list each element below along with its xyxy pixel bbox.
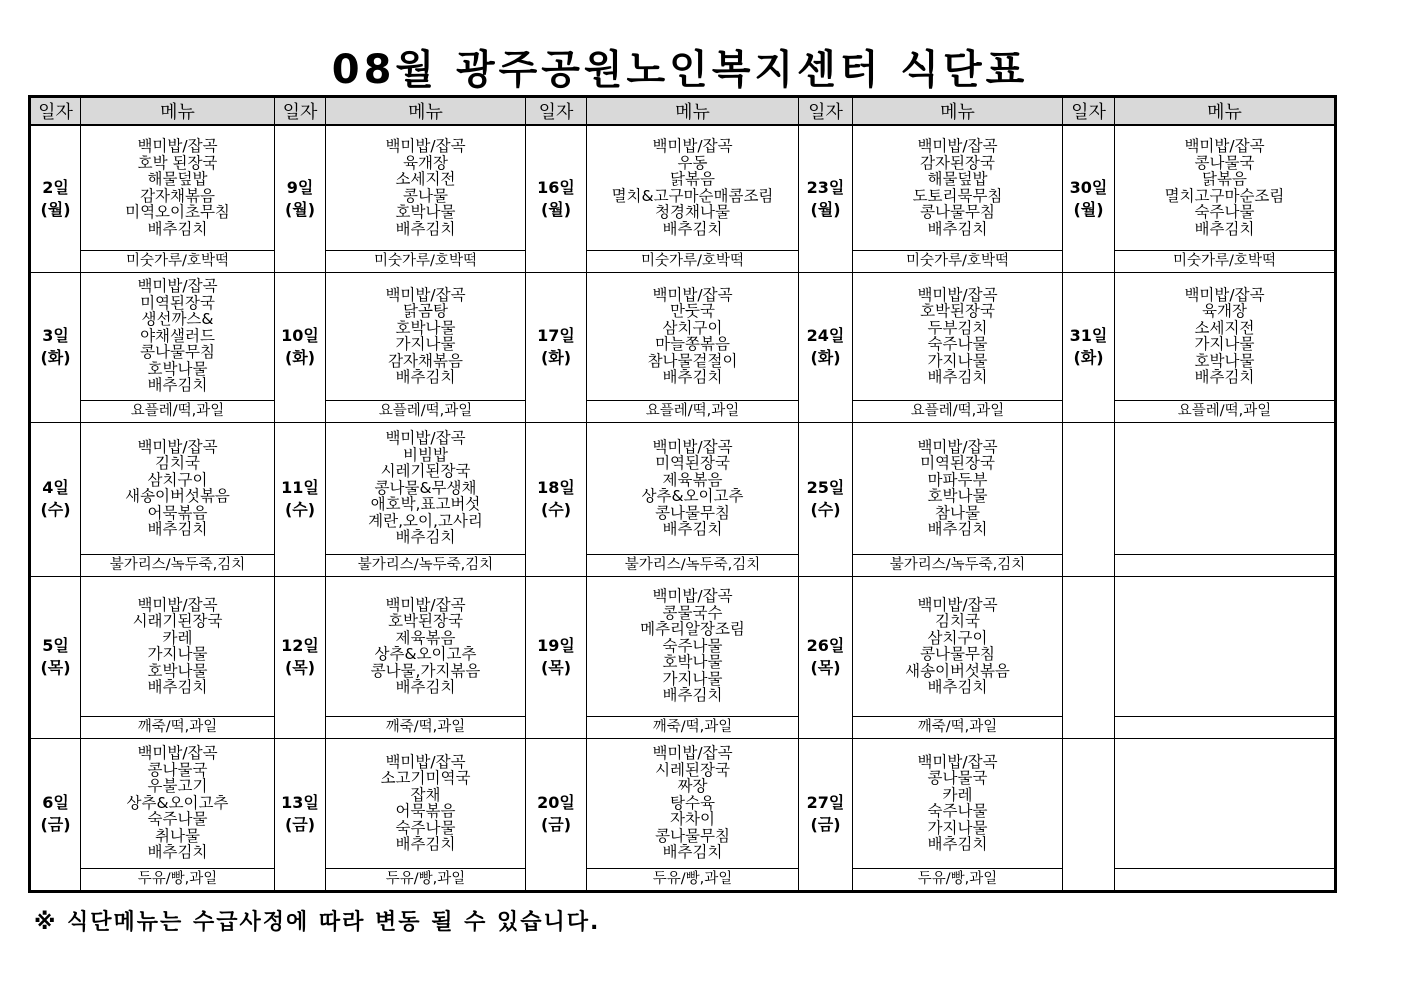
menu-item: 호박나물 <box>395 203 456 222</box>
snack-cell: 요플레/떡,과일 <box>587 400 799 422</box>
menu-item: 백미밥/잡곡 <box>652 437 733 456</box>
menu-item: 백미밥/잡곡 <box>385 595 466 614</box>
menu-item: 콩나물 <box>403 186 448 205</box>
menu-item: 백미밥/잡곡 <box>385 285 466 304</box>
menu-item: 참나물겉절이 <box>647 351 738 370</box>
menu-item: 메추리알장조림 <box>640 620 745 639</box>
menu-item: 어묵볶음 <box>147 503 208 522</box>
weekday-label: (화) <box>40 348 71 367</box>
weekday-label: (수) <box>284 500 316 519</box>
date-label: 18일 <box>537 478 575 497</box>
snack-cell: 불가리스/녹두죽,김치 <box>326 554 526 576</box>
menu-items-cell <box>587 125 799 250</box>
menu-item: 배추김치 <box>662 520 723 538</box>
weekday-label: (금) <box>40 815 71 834</box>
menu-item: 숙주나물 <box>927 335 988 353</box>
menu-item: 콩나물&무생채 <box>374 478 477 497</box>
menu-item: 삼치구이 <box>147 470 208 489</box>
date-cell <box>275 422 326 576</box>
menu-items-cell <box>1115 422 1336 554</box>
date-label: 24일 <box>806 326 845 345</box>
menu-item: 배추김치 <box>395 678 456 696</box>
snack-cell: 불가리스/녹두죽,김치 <box>81 554 275 576</box>
week-row <box>30 576 1336 716</box>
menu-item: 배추김치 <box>662 368 723 386</box>
weekday-label: (금) <box>284 815 316 834</box>
date-label: 10일 <box>281 326 319 345</box>
menu-item: 호박나물 <box>147 359 208 378</box>
date-cell <box>1063 738 1115 891</box>
weekday-label: (목) <box>284 658 316 677</box>
week-row <box>30 272 1336 400</box>
date-label: 17일 <box>537 326 575 345</box>
header-day: 일자 <box>1063 97 1115 126</box>
menu-item: 미역된장국 <box>920 454 995 472</box>
week-row <box>30 125 1336 250</box>
menu-item: 해물덮밥 <box>927 170 988 189</box>
menu-item: 가지나물 <box>927 818 988 837</box>
menu-item: 미역된장국 <box>140 293 215 312</box>
menu-item: 배추김치 <box>147 520 208 538</box>
menu-item: 백미밥/잡곡 <box>917 595 998 614</box>
menu-item: 마늘쫑볶음 <box>655 335 730 353</box>
menu-item: 소세지전 <box>395 170 456 189</box>
menu-item: 도토리묵무침 <box>912 186 1003 205</box>
menu-item: 배추김치 <box>927 520 988 538</box>
date-cell <box>1063 125 1115 272</box>
menu-item: 콩나물,가지볶음 <box>370 661 481 680</box>
weekday-label: (월) <box>810 199 841 219</box>
menu-item: 육개장 <box>1202 302 1247 320</box>
menu-items-cell <box>853 272 1063 400</box>
menu-item: 감자된장국 <box>920 153 995 172</box>
date-cell <box>30 272 81 422</box>
menu-item: 호박된장국 <box>388 612 463 630</box>
date-cell <box>799 738 853 891</box>
menu-item: 우동 <box>677 153 708 172</box>
date-cell <box>526 272 587 422</box>
menu-item: 배추김치 <box>662 686 723 705</box>
header-menu: 메뉴 <box>587 97 799 126</box>
menu-item: 닭곰탕 <box>403 302 448 320</box>
menu-item: 애호박,표고버섯 <box>370 495 481 514</box>
date-label: 27일 <box>806 793 845 812</box>
header-day: 일자 <box>526 97 587 126</box>
menu-item: 콩나물국 <box>927 769 988 787</box>
snack-cell: 깨죽/떡,과일 <box>587 716 799 738</box>
menu-items-cell <box>587 738 799 868</box>
menu-item: 배추김치 <box>147 376 208 395</box>
snack-row <box>30 250 1336 272</box>
menu-item: 청경채나물 <box>655 203 730 222</box>
date-label: 19일 <box>537 636 575 655</box>
menu-items-cell <box>587 272 799 400</box>
menu-item: 미역된장국 <box>655 454 730 472</box>
menu-items-cell <box>1115 738 1336 868</box>
menu-item: 시레된장국 <box>655 760 730 779</box>
snack-cell <box>1115 554 1336 576</box>
menu-item: 백미밥/잡곡 <box>652 285 733 304</box>
menu-item: 제육볶음 <box>662 470 723 489</box>
date-cell <box>1063 422 1115 576</box>
menu-item: 백미밥/잡곡 <box>385 429 466 448</box>
menu-item: 자차이 <box>670 810 715 829</box>
menu-items-cell <box>853 738 1063 868</box>
weekday-label: (월) <box>284 199 316 219</box>
menu-items-cell <box>326 738 526 868</box>
menu-item: 숙주나물 <box>927 802 988 820</box>
menu-item: 미역오이초무침 <box>125 203 230 222</box>
weekday-label: (금) <box>810 815 841 834</box>
date-cell <box>799 125 853 272</box>
menu-item: 짜장 <box>677 777 708 796</box>
menu-item: 시레기된장국 <box>380 462 471 481</box>
menu-item: 백미밥/잡곡 <box>1184 285 1265 304</box>
menu-item: 호박나물 <box>395 318 456 337</box>
menu-item: 호박나물 <box>662 653 723 672</box>
menu-items-cell <box>81 576 275 716</box>
snack-cell: 미숫가루/호박떡 <box>853 250 1063 272</box>
date-label: 4일 <box>42 478 69 497</box>
date-cell <box>799 422 853 576</box>
menu-item: 상추&오이고추 <box>126 793 229 812</box>
date-cell <box>30 422 81 576</box>
menu-item: 김치국 <box>935 612 980 630</box>
snack-cell: 깨죽/떡,과일 <box>81 716 275 738</box>
menu-item: 백미밥/잡곡 <box>917 752 998 771</box>
weekday-label: (수) <box>40 500 71 519</box>
menu-item: 콩나물무침 <box>655 826 730 845</box>
date-cell <box>526 576 587 738</box>
week-row <box>30 422 1336 554</box>
meal-plan-table <box>28 95 1337 893</box>
menu-item: 호박나물 <box>1194 351 1255 370</box>
menu-item: 콩물국수 <box>662 603 723 622</box>
menu-item: 육개장 <box>403 153 448 172</box>
menu-item: 백미밥/잡곡 <box>652 137 733 156</box>
menu-item: 백미밥/잡곡 <box>917 285 998 304</box>
menu-items-cell <box>853 576 1063 716</box>
date-cell <box>30 576 81 738</box>
snack-cell: 두유/빵,과일 <box>853 868 1063 891</box>
menu-items-cell <box>326 272 526 400</box>
menu-item: 배추김치 <box>662 219 723 238</box>
weekday-label: (월) <box>1073 199 1104 219</box>
menu-item: 만둣국 <box>670 302 715 320</box>
menu-items-cell <box>326 125 526 250</box>
date-label: 5일 <box>42 636 69 655</box>
date-label: 6일 <box>42 793 69 812</box>
menu-item: 배추김치 <box>662 843 723 862</box>
snack-cell: 미숫가루/호박떡 <box>326 250 526 272</box>
menu-item: 호박나물 <box>147 661 208 680</box>
weekday-label: (수) <box>810 500 841 519</box>
date-cell <box>799 272 853 422</box>
snack-cell <box>1115 868 1336 891</box>
menu-item: 배추김치 <box>927 678 988 696</box>
menu-item: 생선까스& <box>141 310 214 329</box>
date-label: 20일 <box>537 793 575 812</box>
menu-item: 숙주나물 <box>662 636 723 655</box>
menu-item: 콩나물무침 <box>920 645 995 663</box>
footer-note: ※ 식단메뉴는 수급사정에 따라 변동 될 수 있습니다. <box>34 910 601 935</box>
menu-item: 취나물 <box>155 826 200 845</box>
menu-item: 계란,오이,고사리 <box>368 511 483 530</box>
weekday-label: (화) <box>540 348 572 367</box>
menu-item: 배추김치 <box>395 835 456 853</box>
header-menu: 메뉴 <box>1115 97 1336 126</box>
menu-items-cell <box>587 576 799 716</box>
header-day: 일자 <box>799 97 853 126</box>
date-label: 30일 <box>1069 177 1108 197</box>
menu-items-cell <box>853 422 1063 554</box>
snack-row <box>30 400 1336 422</box>
snack-row <box>30 868 1336 891</box>
date-cell <box>30 125 81 272</box>
menu-item: 두부김치 <box>927 318 988 337</box>
menu-item: 백미밥/잡곡 <box>652 744 733 763</box>
menu-item: 비빔밥 <box>403 445 448 464</box>
menu-item: 숙주나물 <box>1194 203 1255 222</box>
menu-item: 배추김치 <box>395 368 456 386</box>
menu-item: 백미밥/잡곡 <box>917 137 998 156</box>
date-label: 31일 <box>1069 326 1108 345</box>
menu-item: 가지나물 <box>395 335 456 353</box>
menu-item: 배추김치 <box>147 843 208 862</box>
menu-item: 새송이버섯볶음 <box>905 661 1010 680</box>
menu-item: 백미밥/잡곡 <box>137 595 218 614</box>
menu-items-cell <box>587 422 799 554</box>
menu-item: 삼치구이 <box>927 628 988 647</box>
weekday-label: (월) <box>40 199 71 219</box>
date-cell <box>30 738 81 891</box>
menu-item: 백미밥/잡곡 <box>652 587 733 606</box>
menu-items-cell <box>81 422 275 554</box>
menu-item: 상추&오이고추 <box>641 487 744 505</box>
menu-item: 백미밥/잡곡 <box>137 437 218 456</box>
menu-item: 소고기미역국 <box>380 769 471 787</box>
date-label: 2일 <box>42 177 69 197</box>
menu-item: 호박 된장국 <box>137 153 218 172</box>
menu-item: 가지나물 <box>147 645 208 663</box>
menu-item: 카레 <box>942 785 973 804</box>
date-label: 16일 <box>537 177 575 197</box>
menu-item: 야채샐러드 <box>140 326 215 345</box>
menu-item: 삼치구이 <box>662 318 723 337</box>
menu-item: 감자채볶음 <box>140 186 215 205</box>
weekday-label: (목) <box>40 658 71 677</box>
date-label: 3일 <box>42 326 69 345</box>
weekday-label: (화) <box>1073 348 1104 367</box>
snack-cell <box>1115 716 1336 738</box>
snack-cell: 요플레/떡,과일 <box>81 400 275 422</box>
date-label: 11일 <box>281 478 319 497</box>
menu-item: 멸치고구마순조림 <box>1164 186 1285 205</box>
menu-item: 배추김치 <box>1194 368 1255 386</box>
date-cell <box>799 576 853 738</box>
page-title: 08월 광주공원노인복지센터 식단표 <box>331 47 1029 93</box>
menu-item: 배추김치 <box>395 219 456 238</box>
date-cell <box>275 738 326 891</box>
snack-row <box>30 554 1336 576</box>
menu-item: 백미밥/잡곡 <box>137 744 218 763</box>
menu-items-cell <box>81 738 275 868</box>
snack-cell: 미숫가루/호박떡 <box>81 250 275 272</box>
snack-cell: 두유/빵,과일 <box>587 868 799 891</box>
menu-item: 해물덮밥 <box>147 170 208 189</box>
menu-items-cell <box>81 125 275 250</box>
menu-items-cell <box>1115 576 1336 716</box>
menu-item: 상추&오이고추 <box>374 645 477 663</box>
header-menu: 메뉴 <box>326 97 526 126</box>
menu-item: 호박나물 <box>927 487 988 505</box>
menu-item: 콩나물국 <box>1194 153 1255 172</box>
snack-cell: 요플레/떡,과일 <box>853 400 1063 422</box>
header-day: 일자 <box>30 97 81 126</box>
date-cell <box>526 738 587 891</box>
date-label: 9일 <box>286 177 314 197</box>
menu-items-cell <box>1115 272 1336 400</box>
weekday-label: (목) <box>810 658 841 677</box>
weekday-label: (금) <box>540 815 572 834</box>
date-label: 12일 <box>281 636 319 655</box>
date-cell <box>1063 272 1115 422</box>
menu-items-cell <box>1115 125 1336 250</box>
menu-item: 가지나물 <box>1194 335 1255 353</box>
date-label: 23일 <box>806 177 845 197</box>
date-cell <box>275 125 326 272</box>
menu-item: 백미밥/잡곡 <box>137 137 218 156</box>
menu-item: 호박된장국 <box>920 302 995 320</box>
snack-cell: 미숫가루/호박떡 <box>1115 250 1336 272</box>
menu-item: 백미밥/잡곡 <box>385 137 466 156</box>
menu-items-cell <box>81 272 275 400</box>
menu-item: 참나물 <box>935 503 980 522</box>
header-menu: 메뉴 <box>853 97 1063 126</box>
menu-item: 닭볶음 <box>1202 170 1247 189</box>
menu-item: 김치국 <box>155 454 200 472</box>
weekday-label: (목) <box>540 658 572 677</box>
menu-item: 우불고기 <box>147 777 208 796</box>
menu-item: 백미밥/잡곡 <box>137 277 218 296</box>
menu-item: 멸치&고구마순매콤조림 <box>611 186 774 205</box>
menu-item: 배추김치 <box>927 835 988 853</box>
menu-item: 가지나물 <box>662 669 723 688</box>
snack-cell: 두유/빵,과일 <box>326 868 526 891</box>
menu-item: 감자채볶음 <box>388 351 463 370</box>
weekday-label: (화) <box>284 348 316 367</box>
menu-item: 콩나물무침 <box>920 203 995 222</box>
date-label: 13일 <box>281 793 319 812</box>
menu-item: 카레 <box>162 628 193 647</box>
date-cell <box>275 272 326 422</box>
menu-item: 백미밥/잡곡 <box>1184 137 1265 156</box>
snack-row <box>30 716 1336 738</box>
menu-item: 탕수육 <box>670 793 715 812</box>
menu-item: 콩나물국 <box>147 760 208 779</box>
snack-cell: 불가리스/녹두죽,김치 <box>853 554 1063 576</box>
weekday-label: (수) <box>540 500 572 519</box>
menu-item: 배추김치 <box>395 528 456 547</box>
header-menu: 메뉴 <box>81 97 275 126</box>
menu-item: 숙주나물 <box>395 818 456 837</box>
menu-item: 새송이버섯볶음 <box>125 487 230 505</box>
menu-item: 배추김치 <box>147 678 208 696</box>
menu-items-cell <box>326 576 526 716</box>
snack-cell: 불가리스/녹두죽,김치 <box>587 554 799 576</box>
weekday-label: (월) <box>540 199 572 219</box>
menu-items-cell <box>326 422 526 554</box>
snack-cell: 두유/빵,과일 <box>81 868 275 891</box>
date-cell <box>275 576 326 738</box>
date-label: 26일 <box>806 636 845 655</box>
menu-item: 배추김치 <box>1194 219 1255 238</box>
menu-item: 백미밥/잡곡 <box>385 752 466 771</box>
menu-item: 가지나물 <box>927 351 988 370</box>
date-label: 25일 <box>806 478 845 497</box>
header-row <box>30 97 1336 126</box>
menu-item: 제육볶음 <box>395 628 456 647</box>
menu-item: 콩나물무침 <box>140 343 215 362</box>
weekday-label: (화) <box>810 348 841 367</box>
header-day: 일자 <box>275 97 326 126</box>
menu-item: 마파두부 <box>927 470 988 489</box>
snack-cell: 깨죽/떡,과일 <box>853 716 1063 738</box>
menu-item: 백미밥/잡곡 <box>917 437 998 456</box>
date-cell <box>1063 576 1115 738</box>
menu-item: 어묵볶음 <box>395 802 456 820</box>
menu-item: 배추김치 <box>927 368 988 386</box>
date-cell <box>526 125 587 272</box>
menu-item: 잡채 <box>410 785 441 804</box>
snack-cell: 깨죽/떡,과일 <box>326 716 526 738</box>
snack-cell: 요플레/떡,과일 <box>1115 400 1336 422</box>
menu-items-cell <box>853 125 1063 250</box>
menu-item: 시래기된장국 <box>132 612 223 630</box>
menu-item: 닭볶음 <box>670 170 715 189</box>
menu-item: 배추김치 <box>147 219 208 238</box>
menu-item: 숙주나물 <box>147 810 208 829</box>
menu-item: 콩나물무침 <box>655 503 730 522</box>
menu-item: 소세지전 <box>1194 318 1255 337</box>
week-row <box>30 738 1336 868</box>
date-cell <box>526 422 587 576</box>
menu-item: 배추김치 <box>927 219 988 238</box>
snack-cell: 미숫가루/호박떡 <box>587 250 799 272</box>
snack-cell: 요플레/떡,과일 <box>326 400 526 422</box>
